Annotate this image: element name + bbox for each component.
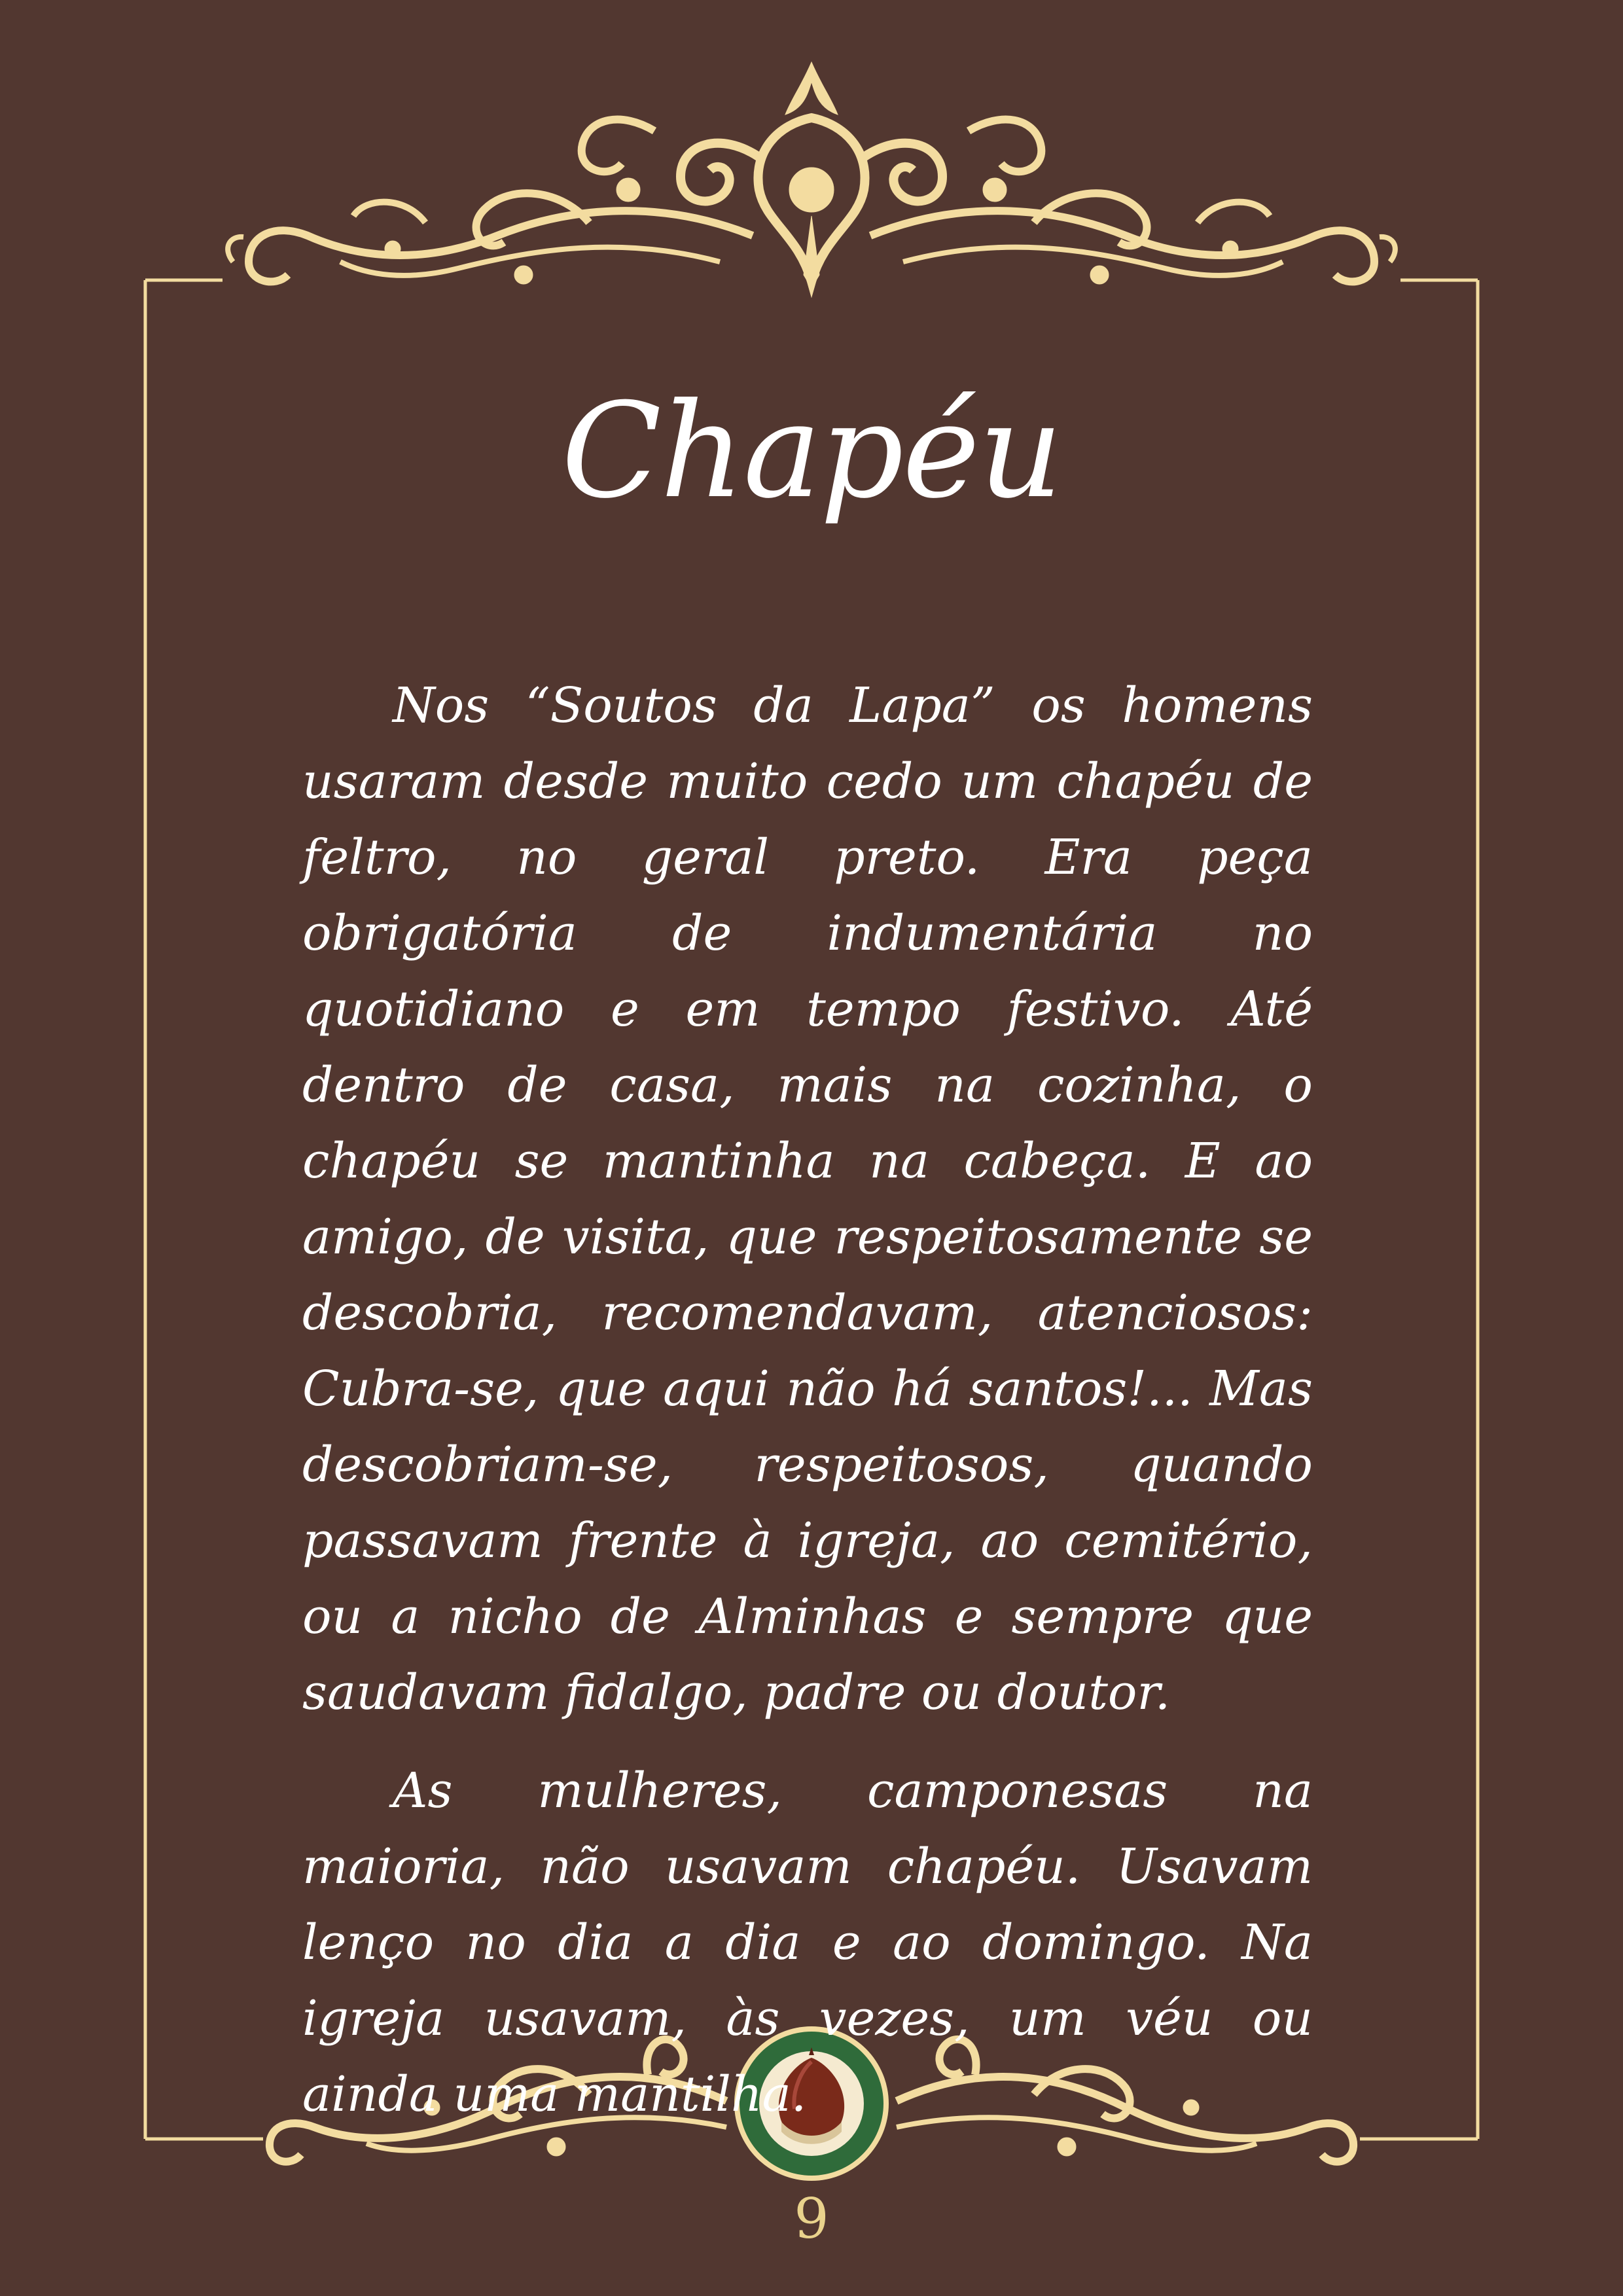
- page-number: 9: [794, 2187, 829, 2251]
- paragraph-1: Nos “Soutos da Lapa” os homens usaram desde muito cedo um chapéu de feltro, no geral preto. Era peça obrigatória de indumentária no quotidiano e em tempo festivo. Até dentro de casa, mais na cozinha, o chapéu se mantinha na cabeça. E ao amigo, de visita, que respeitosamente se descobria, recomendavam, atenciosos: Cubra-se, que aqui não há santos!... Mas descobriam-se, respeitosos, quando passavam frente à igreja, ao cemitério, ou a nicho de Alminhas e sempre que saudavam fidalgo, padre ou doutor.: [302, 677, 1313, 1721]
- paragraph-2: As mulheres, camponesas na maioria, não usavam chapéu. Usavam lenço no dia a dia e ao domingo. Na igreja usavam, às vezes, um véu ou ainda uma mantilha.: [302, 1763, 1313, 2123]
- page-title: Chapéu: [561, 375, 1062, 528]
- top-flourish-ornament: [228, 62, 1395, 288]
- body-text: [302, 668, 1313, 2155]
